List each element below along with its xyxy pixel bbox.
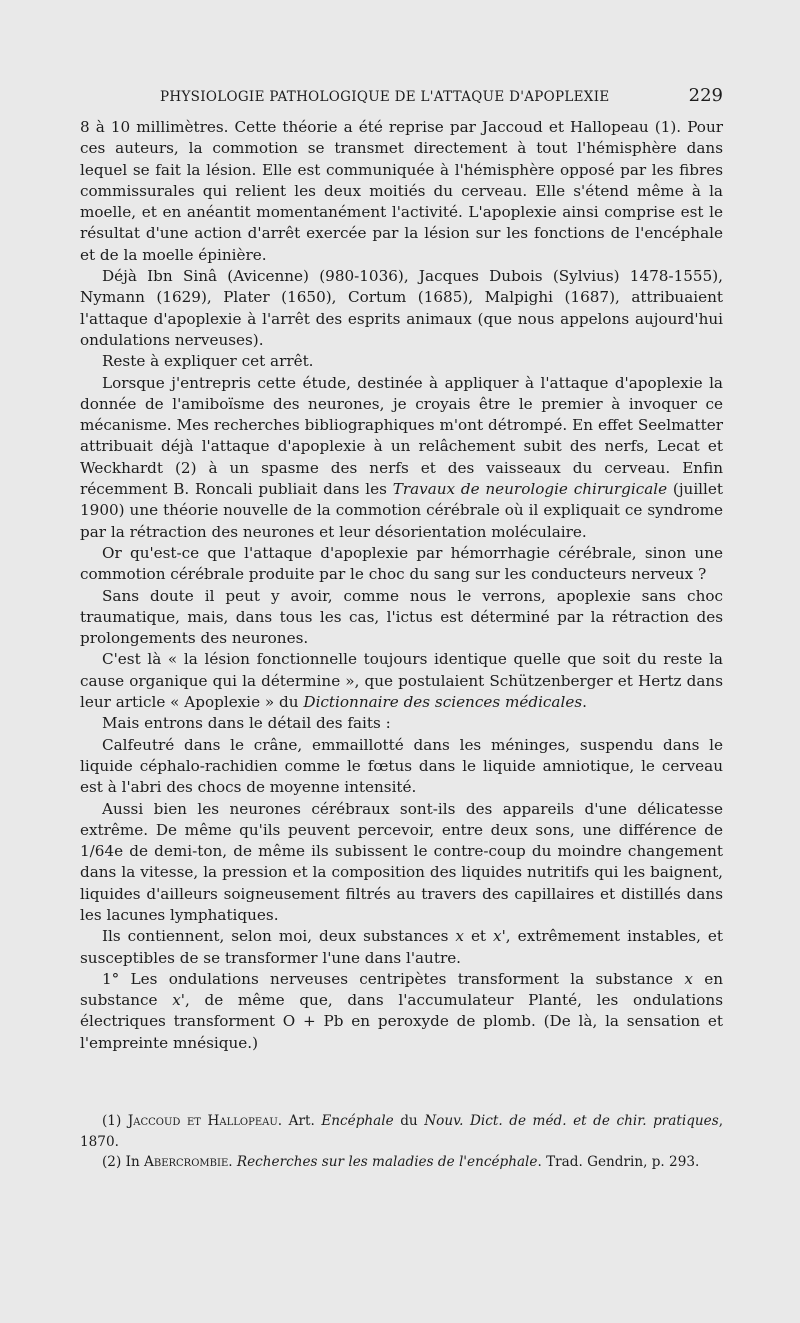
footnote-1: (1) Jaccoud et Hallopeau. Art. Encéphale du Nouv. Dict. de méd. et de chir. pratiques, 1870. (80, 1113, 724, 1150)
paragraph: 1° Les ondulations nerveuses centripètes transforment la substance x en substance x', de même que, dans l'accumulateur Planté, les ondulations électriques transforment O + Pb en peroxyde de plomb. (De là, la sensation et l'empreinte mnésique.) (80, 969, 723, 1052)
running-title: PHYSIOLOGIE PATHOLOGIQUE DE L'ATTAQUE D'APOPLEXIE (160, 89, 610, 105)
footnote-2: (2) In Abercrombie. Recherches sur les maladies de l'encéphale. Trad. Gendrin, p. 293. (102, 1154, 700, 1170)
journal-title: Travaux de neurologie chirurgicale (392, 480, 668, 499)
paragraph: C'est là « la lésion fonctionnelle toujours identique quelle que soit du reste la cause organique qui la détermine », que postulaient Schützenberger et Hertz dans leur article « Apoplexie » du Dictionnaire des sciences médicales. (80, 650, 723, 712)
paragraph: Ils contiennent, selon moi, deux substances x et x', extrêmement instables, et susceptibles de se transformer l'une dans l'autre. (80, 927, 723, 967)
paragraph: Lorsque j'entrepris cette étude, destinée à appliquer à l'attaque d'apoplexie la donnée de l'amiboïsme des neurones, je croyais être le premier à invoquer ce mécanisme. Mes recherches bibliographiques m'ont détrompé. En effet Seelmatter attribuait déjà l'attaque d'apoplexie à un relâchement subit des nerfs, Lecat et Weckhardt (2) à un spasme des nerfs et des vaisseaux du cerveau. Enfin récemment B. Roncali publiait dans les Travaux de neurologie chirurgicale (juillet 1900) une théorie nouvelle de la commotion cérébrale où il expliquait ce syndrome par la rétraction des neurones et leur désorientation moléculaire. (80, 373, 723, 541)
paragraph: Calfeutré dans le crâne, emmaillotté dans les méninges, suspendu dans le liquide céphalo-rachidien comme le fœtus dans le liquide amniotique, le cerveau est à l'abri des chocs de moyenne intensité. (80, 735, 723, 797)
body-text (80, 117, 723, 1054)
paragraph: 8 à 10 millimètres. Cette théorie a été reprise par Jaccoud et Hallopeau (1). Pour ces auteurs, la commotion se transmet directement à tout l'hémisphère dans lequel se fait la lésion. Elle est communiquée à l'hémisphère opposé par les fibres commissurales qui relient les deux moitiés du cerveau. Elle s'étend même à la moelle, et en anéantit momentanément l'activité. L'apoplexie ainsi comprise est le résultat d'une action d'arrêt exercée par la lésion sur les fonctions de l'encéphale et de la moelle épinière. (80, 118, 723, 264)
paragraph: Aussi bien les neurones cérébraux sont-ils des appareils d'une délicatesse extrême. De même qu'ils peuvent percevoir, entre deux sons, une différence de 1/64e de demi-ton, de même ils subissent le contre-coup du moindre changement dans la vitesse, la pression et la composition des liquides nutritifs qui les baignent, liquides d'ailleurs soigneusement filtrés au travers des capillaires et distillés dans les lacunes lymphatiques. (80, 799, 723, 924)
page-header (80, 86, 723, 108)
paragraph: Sans doute il peut y avoir, comme nous le verrons, apoplexie sans choc traumatique, mais, dans tous les cas, l'ictus est déterminé par la rétraction des prolongements des neurones. (80, 586, 723, 648)
dictionary-title: Dictionnaire des sciences médicales (303, 693, 583, 712)
page-number: 229 (688, 85, 723, 106)
paragraph: Or qu'est-ce que l'attaque d'apoplexie par hémorrhagie cérébrale, sinon une commotion cérébrale produite par le choc du sang sur les conducteurs nerveux ? (80, 543, 723, 584)
paragraph: Reste à expliquer cet arrêt. (102, 352, 314, 371)
paragraph: Déjà Ibn Sinâ (Avicenne) (980-1036), Jacques Dubois (Sylvius) 1478-1555), Nymann (1629), Plater (1650), Cortum (1685), Malpighi (1687), attribuaient l'attaque d'apoplexie à l'arrêt des esprits animaux (que nous appelons aujourd'hui ondulations nerveuses). (80, 267, 723, 349)
footnotes (80, 1111, 723, 1173)
paragraph: Mais entrons dans le détail des faits : (102, 714, 391, 733)
